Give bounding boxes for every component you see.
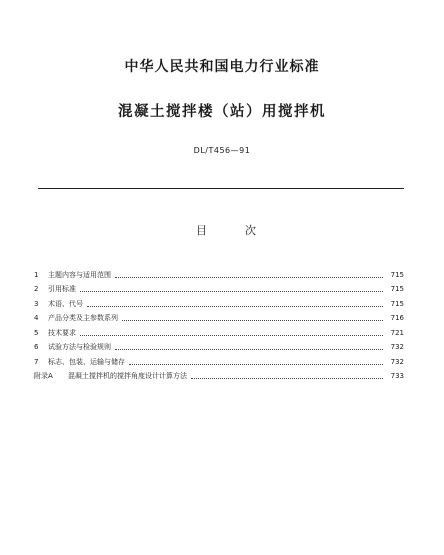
toc-entry[interactable]: [34, 294, 404, 309]
toc-entry-appendix[interactable]: [34, 367, 404, 382]
toc-entry-number: 7: [34, 357, 39, 366]
toc-entry[interactable]: [34, 323, 404, 338]
toc-entry[interactable]: [34, 309, 404, 324]
toc-entry-number: 1: [34, 270, 39, 279]
toc-entry-number: 6: [34, 343, 39, 351]
toc-entry-title: 试验方法与检验规则: [48, 343, 111, 351]
toc-entry-title: 混凝土搅拌机的搅拌角度设计计算方法: [68, 372, 187, 380]
toc-entry-number: 2: [34, 285, 39, 293]
toc-entry-title: 引用标准: [48, 285, 76, 293]
dot-leader: [80, 291, 383, 292]
toc-entry-page: 733: [390, 372, 404, 380]
toc-entry-number: 5: [34, 328, 39, 337]
toc-entry-title: 标志、包装、运输与储存: [48, 357, 125, 366]
toc-entry-number: 4: [34, 314, 39, 322]
dot-leader: [80, 335, 383, 336]
toc-entry[interactable]: [34, 338, 404, 353]
toc-entry-page: 716: [390, 314, 404, 322]
toc-entry-page: 715: [390, 285, 404, 293]
toc-entry-number: 3: [34, 299, 39, 308]
dot-leader: [115, 349, 383, 350]
toc-entry-page: 732: [390, 357, 404, 366]
toc-entry-page: 721: [390, 328, 404, 337]
standard-organization: 中华人民共和国电力行业标准: [124, 59, 320, 75]
divider-line: [38, 188, 404, 189]
standard-code: DL/T456—91: [193, 146, 251, 155]
document-title: 混凝土搅拌楼（站）用搅拌机: [118, 104, 326, 120]
toc-entry-number: 附录A: [34, 372, 53, 380]
table-of-contents: [34, 265, 404, 381]
toc-entry[interactable]: [34, 352, 404, 367]
toc-entry[interactable]: [34, 280, 404, 295]
toc-entry-title: 技术要求: [48, 328, 76, 337]
dot-leader: [191, 378, 383, 379]
toc-heading-right: 次: [245, 224, 256, 237]
toc-entry-title: 主题内容与适用范围: [48, 270, 111, 279]
dot-leader: [129, 364, 383, 365]
toc-entry-page: 732: [390, 343, 404, 351]
toc-entry-page: 715: [390, 299, 404, 308]
toc-heading-left: 目: [196, 224, 207, 237]
toc-entry-title: 术语、代号: [48, 299, 83, 308]
toc-entry-page: 715: [390, 270, 404, 279]
toc-entry[interactable]: [34, 265, 404, 280]
dot-leader: [122, 320, 383, 321]
dot-leader: [87, 306, 383, 307]
toc-heading: [196, 222, 256, 238]
dot-leader: [115, 277, 383, 278]
toc-entry-title: 产品分类及主参数系列: [48, 314, 118, 322]
